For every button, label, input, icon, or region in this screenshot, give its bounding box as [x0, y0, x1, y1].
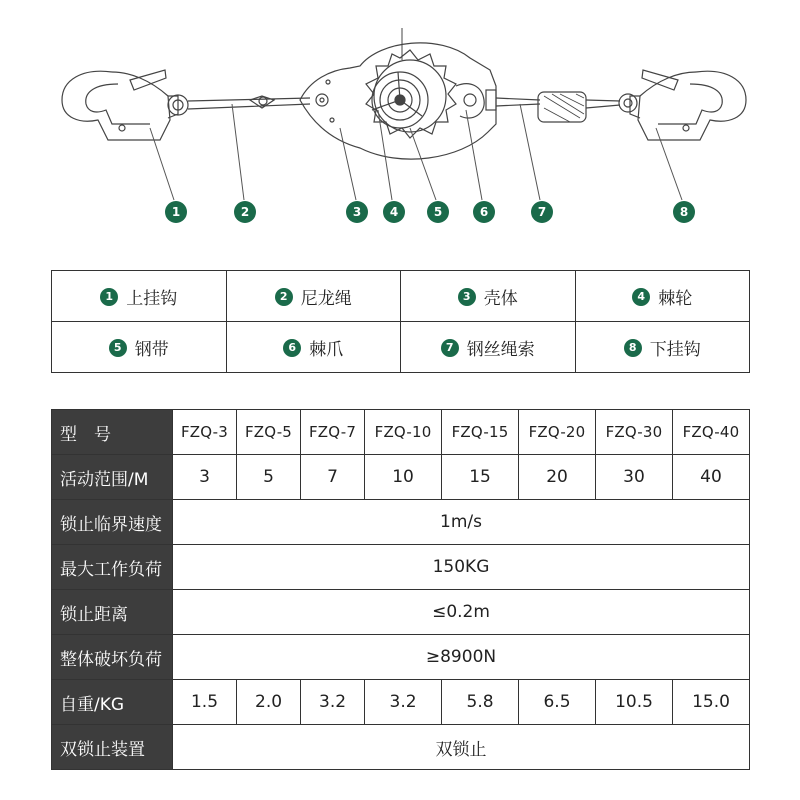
upper-hook-icon [62, 70, 188, 140]
range-row [52, 455, 750, 500]
spec-table [51, 409, 750, 770]
legend-row [52, 271, 750, 322]
legend-row [52, 322, 750, 373]
legend-item [52, 271, 227, 322]
callout-5: 5 [433, 205, 443, 219]
range-cell: 3 [173, 455, 237, 500]
nylon-rope-icon [188, 96, 310, 109]
model-cell: FZQ-3 [173, 410, 237, 455]
legend-number: 8 [624, 339, 642, 357]
legend-number: 1 [100, 288, 118, 306]
model-cell: FZQ-20 [519, 410, 596, 455]
weight-cell: 10.5 [596, 680, 673, 725]
speed-header: 锁止临界速度 [52, 500, 173, 545]
legend-number: 7 [441, 339, 459, 357]
callout-4: 4 [389, 205, 399, 219]
break-value: ≥8900N [173, 635, 750, 680]
weight-cell: 3.2 [301, 680, 365, 725]
legend-label: 棘轮 [658, 288, 693, 309]
range-cell: 10 [365, 455, 442, 500]
range-header: 活动范围/M [52, 455, 173, 500]
legend-label: 壳体 [483, 288, 518, 309]
distance-header: 锁止距离 [52, 590, 173, 635]
pawl-icon [456, 84, 496, 118]
legend-number: 2 [275, 288, 293, 306]
lock-value: 双锁止 [173, 725, 750, 770]
callout-8: 8 [679, 205, 689, 219]
lock-header: 双锁止装置 [52, 725, 173, 770]
legend-label: 钢丝绳索 [466, 339, 535, 360]
distance-row [52, 590, 750, 635]
distance-value: ≤0.2m [173, 590, 750, 635]
legend-item [575, 322, 750, 373]
range-cell: 7 [301, 455, 365, 500]
range-cell: 5 [237, 455, 301, 500]
callout-7: 7 [537, 205, 547, 219]
model-cell: FZQ-40 [672, 410, 749, 455]
lower-hook-icon [630, 70, 746, 140]
load-header: 最大工作负荷 [52, 545, 173, 590]
legend-item [575, 271, 750, 322]
load-row [52, 545, 750, 590]
weight-cell: 2.0 [237, 680, 301, 725]
callout-3: 3 [352, 205, 362, 219]
range-cell: 15 [442, 455, 519, 500]
legend-label: 上挂钩 [126, 288, 178, 309]
model-row [52, 410, 750, 455]
weight-header: 自重/KG [52, 680, 173, 725]
lock-row [52, 725, 750, 770]
product-diagram [0, 0, 800, 240]
legend-number: 5 [109, 339, 127, 357]
legend-item [401, 271, 576, 322]
load-value: 150KG [173, 545, 750, 590]
wire-cable-icon [496, 92, 637, 122]
parts-legend [51, 270, 750, 373]
weight-cell: 1.5 [173, 680, 237, 725]
break-row [52, 635, 750, 680]
legend-label: 钢带 [134, 339, 169, 360]
model-header: 型 号 [52, 410, 173, 455]
legend-label: 棘爪 [309, 339, 344, 360]
weight-row [52, 680, 750, 725]
range-cell: 20 [519, 455, 596, 500]
weight-cell: 15.0 [672, 680, 749, 725]
weight-cell: 5.8 [442, 680, 519, 725]
weight-cell: 3.2 [365, 680, 442, 725]
callout-1: 1 [171, 205, 181, 219]
range-cell: 40 [672, 455, 749, 500]
legend-item [52, 322, 227, 373]
legend-item [401, 322, 576, 373]
legend-number: 4 [632, 288, 650, 306]
speed-value: 1m/s [173, 500, 750, 545]
legend-item [226, 271, 401, 322]
legend-item [226, 322, 401, 373]
legend-label: 尼龙绳 [300, 288, 352, 309]
model-cell: FZQ-30 [596, 410, 673, 455]
weight-cell: 6.5 [519, 680, 596, 725]
model-cell: FZQ-7 [301, 410, 365, 455]
callout-2: 2 [240, 205, 250, 219]
range-cell: 30 [596, 455, 673, 500]
speed-row [52, 500, 750, 545]
legend-number: 6 [283, 339, 301, 357]
legend-label: 下挂钩 [649, 339, 701, 360]
model-cell: FZQ-15 [442, 410, 519, 455]
steel-band-icon [372, 72, 428, 128]
break-header: 整体破坏负荷 [52, 635, 173, 680]
model-cell: FZQ-10 [365, 410, 442, 455]
callout-6: 6 [479, 205, 489, 219]
legend-number: 3 [458, 288, 476, 306]
model-cell: FZQ-5 [237, 410, 301, 455]
